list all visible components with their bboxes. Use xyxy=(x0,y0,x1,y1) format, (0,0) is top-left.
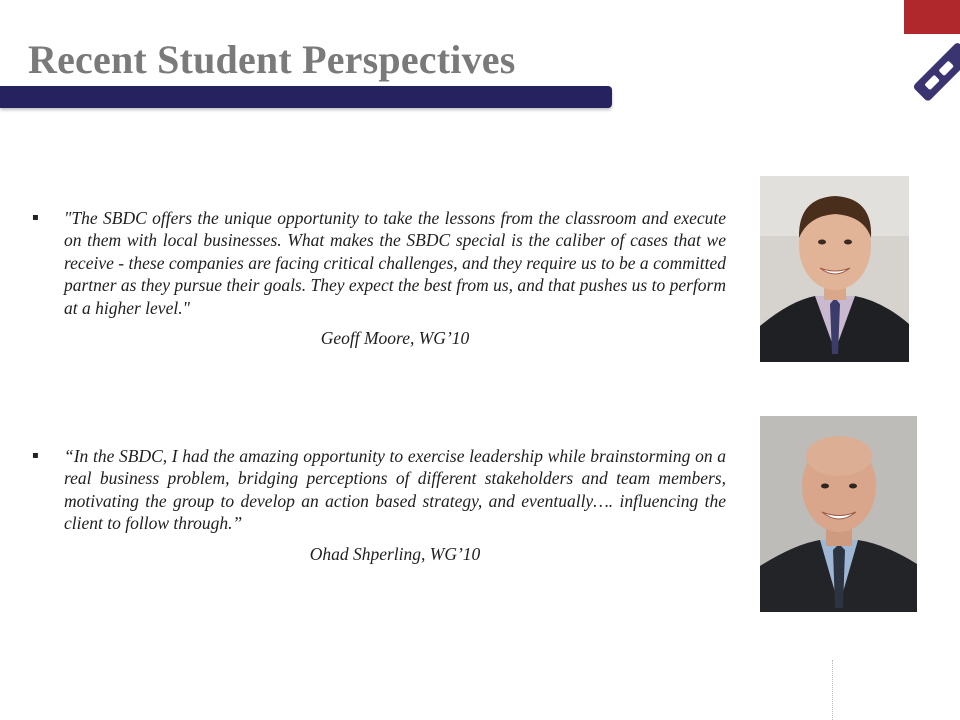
corner-block xyxy=(904,0,960,34)
testimonial-quote: "The SBDC offers the unique opportunity to take the lessons from the classroom and execute on them with local businesses. What makes the SBDC special is the caliber of cases that we receive - these companies are facing critical challenges, and they require us to be a committed partner as they pursue their goals. They expect the best from us, and that pushes us to perform at a higher level." xyxy=(64,208,726,318)
testimonial-author: Ohad Shperling, WG’10 xyxy=(309,543,481,564)
testimonial-quote: “In the SBDC, I had the amazing opportunity to exercise leadership while brainstorming on a real business problem, bridging perceptions of different stakeholders and team members, motivating the group to develop an action based strategy, and eventually…. influencing the client to follow through.” xyxy=(64,446,726,534)
testimonial-author: Geoff Moore, WG’10 xyxy=(320,328,470,349)
decorative-dotted-line xyxy=(832,660,833,720)
headshot-photo xyxy=(760,176,909,362)
title-underline-bar xyxy=(0,86,612,108)
slide-title: Recent Student Perspectives xyxy=(28,37,516,82)
bullet-icon: ▪ xyxy=(32,450,39,461)
corner-logo-mark xyxy=(908,34,960,114)
testimonial-2 xyxy=(32,445,726,565)
bullet-icon: ▪ xyxy=(32,212,39,223)
testimonial-1 xyxy=(32,207,726,349)
headshot-photo xyxy=(760,416,917,612)
